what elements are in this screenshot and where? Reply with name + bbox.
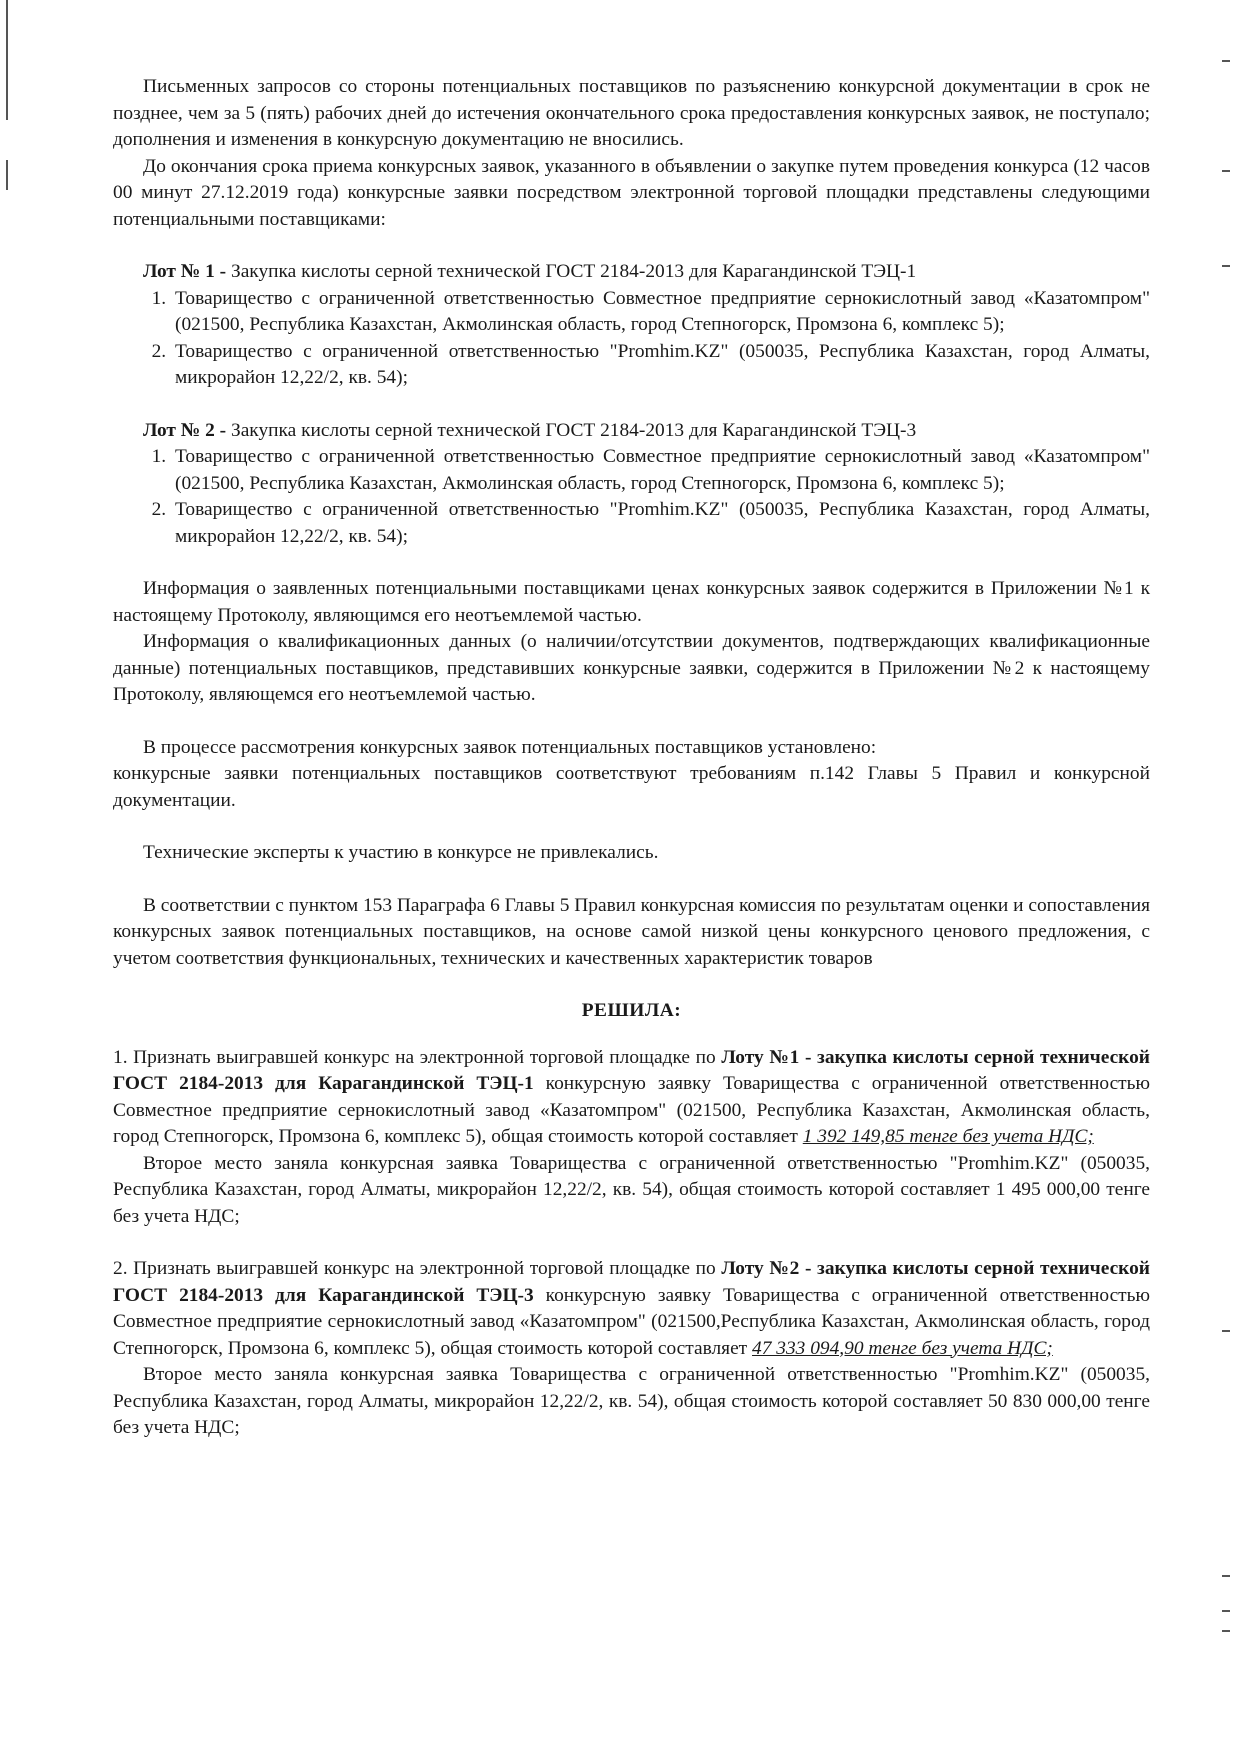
scan-edge-right-tick (1222, 170, 1230, 172)
supplier-item: 1. Товарищество с ограниченной ответственностью Совместное предприятие сернокислотный завод «Казатомпром" (021500, Республика Казахстан, Акмолинская область, город Степногорск, Промзона 6, комплекс 5); (171, 444, 1150, 497)
document-body (113, 74, 1150, 1442)
decision-lot: Лоту №2 - закупка кислоты серной технической ГОСТ 2184-2013 для Карагандинской ТЭЦ-3 (113, 1258, 1150, 1306)
paragraph-qualification-info: Информация о квалификационных данных (о наличии/отсутствии документов, подтверждающих квалификационные данные) потенциальных поставщиков, представивших конкурсные заявки, содержится в Приложении №2 к настоящему Протоколу, являющемся его неотъемлемой частью. (113, 631, 1150, 705)
scan-edge-right-tick (1222, 1330, 1230, 1332)
paragraph-deadline: До окончания срока приема конкурсных заявок, указанного в объявлении о закупке путем проведения конкурса (12 часов 00 минут 27.12.2019 года) конкурсные заявки посредством электронной торговой площадки представлены следующими потенциальными поставщиками: (113, 155, 1150, 230)
winning-amount: 1 392 149,85 тенге без учета НДС; (802, 1126, 1094, 1147)
decision-lead: 1. Признать выигравшей конкурс на электронной торговой площадке по (113, 1046, 716, 1068)
supplier-item: 2. Товарищество с ограниченной ответственностью "Promhim.KZ" (050035, Республика Казахстан, город Алматы, микрорайон 12,22/2, кв. 54); (171, 497, 1150, 550)
second-place-paragraph: Второе место заняла конкурсная заявка Товарищества с ограниченной ответственностью "Promhim.KZ" (050035, Республика Казахстан, город Алматы, микрорайон 12,22/2, кв. 54), общая стоимость которой составляет 50 830 000,00 тенге без учета НДС; (113, 1364, 1150, 1438)
supplier-item: 2. Товарищество с ограниченной ответственностью "Promhim.KZ" (050035, Республика Казахстан, город Алматы, микрорайон 12,22/2, кв. 54); (171, 339, 1150, 392)
lot-title (143, 418, 1150, 445)
winning-amount: 47 333 094,90 тенге без учета НДС; (752, 1337, 1053, 1359)
second-place-paragraph: Второе место заняла конкурсная заявка Товарищества с ограниченной ответственностью "Promhim.KZ" (050035, Республика Казахстан, город Алматы, микрорайон 12,22/2, кв. 54), общая стоимость которой составляет 1 495 000,00 тенге без учета НДС; (113, 1152, 1150, 1227)
paragraph-review-result: конкурсные заявки потенциальных поставщиков соответствуют требованиям п.142 Главы 5 Правил и конкурсной документации. (113, 763, 1150, 811)
lot-label: Лот № 2 - (143, 419, 227, 441)
paragraph-prices-info: Информация о заявленных потенциальными поставщиками ценах конкурсных заявок содержится в Приложении №1 к настоящему Протоколу, являющимся его неотъемлемой частью. (113, 578, 1150, 626)
decision-lead: 2. Признать выигравшей конкурс на электронной торговой площадке по (113, 1258, 716, 1279)
paragraph-review-intro: В процессе рассмотрения конкурсных заявок потенциальных поставщиков установлено: (143, 736, 877, 758)
lot-title (143, 259, 1150, 286)
decision-paragraph (113, 1045, 1150, 1151)
lot-name: Закупка кислоты серной технической ГОСТ 2184-2013 для Карагандинской ТЭЦ-3 (230, 419, 917, 441)
lot-label: Лот № 1 - (143, 261, 227, 282)
paragraph-commission: В соответствии с пунктом 153 Параграфа 6 Главы 5 Правил конкурсная комиссия по результатам оценки и сопоставления конкурсных заявок потенциальных поставщиков, на основе самой низкой цены конкурсного ценового предложения, с учетом соответствия функциональных, технических и качественных характеристик товаров (113, 894, 1150, 969)
paragraph-requests: Письменных запросов со стороны потенциальных поставщиков по разъяснению конкурсной документации в срок не позднее, чем за 5 (пять) рабочих дней до истечения окончательного срока предоставления конкурсных заявок, не поступало; дополнения и изменения в конкурсную документацию не вносились. (113, 76, 1150, 150)
decision-paragraph (113, 1256, 1150, 1362)
decided-heading: РЕШИЛА: (581, 1000, 682, 1021)
supplier-list (113, 286, 1150, 392)
lot-block (113, 418, 1150, 551)
scan-edge-right-tick (1222, 265, 1230, 267)
lot-name: Закупка кислоты серной технической ГОСТ 2184-2013 для Карагандинской ТЭЦ-1 (230, 261, 917, 282)
scan-edge-right-tick (1222, 1575, 1230, 1577)
decision-lot: Лоту №1 - закупка кислоты серной технической ГОСТ 2184-2013 для Карагандинской ТЭЦ-1 (113, 1046, 1150, 1094)
paragraph-experts: Технические эксперты к участию в конкурсе не привлекались. (143, 842, 659, 863)
decision-body: конкурсную заявку Товарищества с ограниченной ответственностью Совместное предприятие сернокислотный завод «Казатомпром" (021500,Республика Казахстан, Акмолинская область, город Степногорск, Промзона 6, комплекс 5), общая стоимость которой составляет (113, 1284, 1150, 1359)
decision-block (113, 1045, 1150, 1231)
supplier-item: 1. Товарищество с ограниченной ответственностью Совместное предприятие сернокислотный завод «Казатомпром" (021500, Республика Казахстан, Акмолинская область, город Степногорск, Промзона 6, комплекс 5); (171, 286, 1150, 339)
scan-edge-right-tick (1222, 60, 1230, 62)
decision-block (113, 1256, 1150, 1442)
scan-edge-left-tick (6, 160, 8, 190)
lot-block (113, 259, 1150, 392)
decision-body: конкурсную заявку Товарищества с ограниченной ответственностью Совместное предприятие сернокислотный завод «Казатомпром" (021500, Республика Казахстан, Акмолинская область, город Степногорск, Промзона 6, комплекс 5), общая стоимость которой составляет (113, 1073, 1150, 1147)
scan-edge-right-tick (1222, 1610, 1230, 1612)
supplier-list (113, 444, 1150, 550)
scan-edge-left (6, 0, 8, 120)
scan-edge-right-tick (1222, 1630, 1230, 1632)
